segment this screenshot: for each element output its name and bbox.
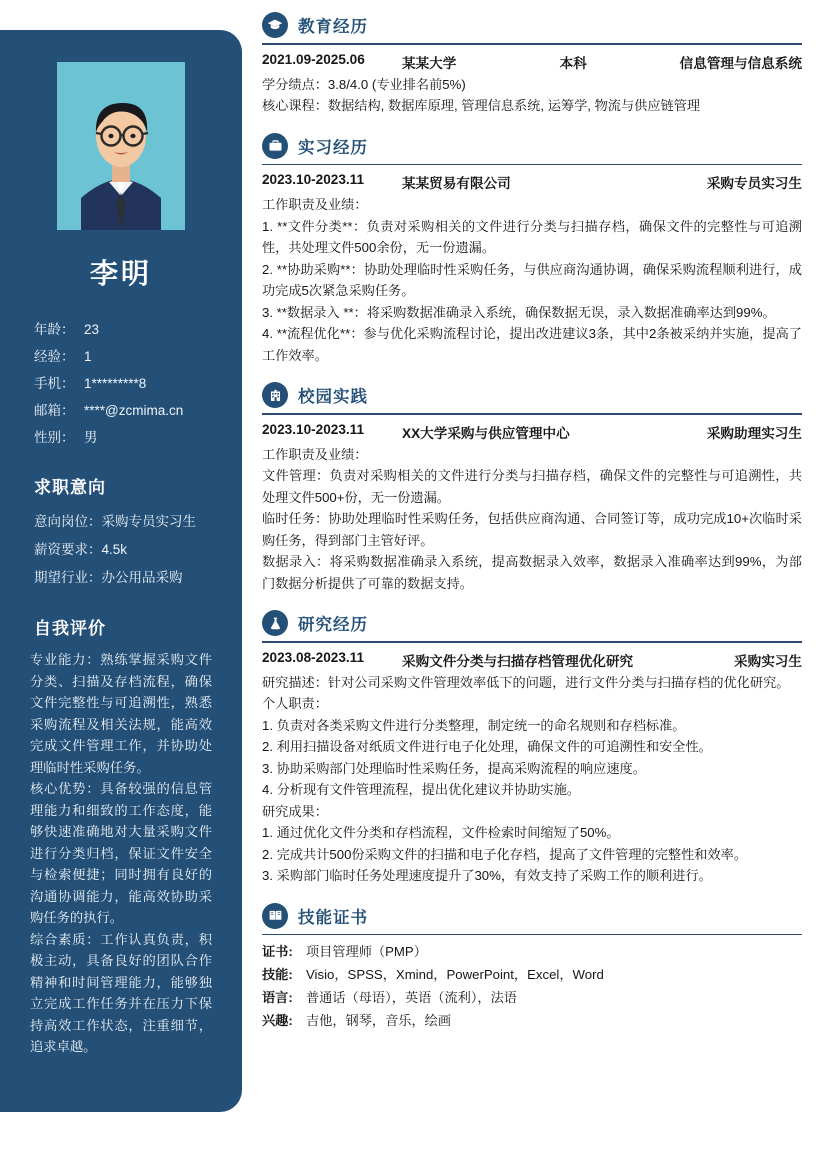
- research-line-7: 1. 通过优化文件分类和存档流程，文件检索时间缩短了50%。: [262, 825, 620, 840]
- contact-value-gender: 男: [84, 430, 98, 445]
- internship-line-0: 工作职责及业绩：: [262, 197, 368, 212]
- campus-date: 2023.10-2023.11: [262, 421, 365, 437]
- section-skills: [262, 891, 802, 1033]
- section-research: [262, 598, 802, 887]
- open-book-icon: [262, 903, 288, 929]
- avatar-photo-icon: [57, 62, 185, 230]
- skills-key-languages: 语言:: [262, 990, 293, 1005]
- self-evaluation-body: [30, 649, 212, 1058]
- campus-line-2: 临时任务：协助处理临时性采购任务，包括供应商沟通、合同签订等，成功完成10+次临时采购任务，得到部门主管好评。: [262, 511, 802, 548]
- self-evaluation-paragraph-3: 综合素质：工作认真负责，积极主动，具备良好的团队合作精神和时间管理能力，能够独立完成工作任务并在压力下保持高效工作状态，注重细节，追求卓越。: [30, 931, 212, 1054]
- job-intent-salary: 薪资要求：4.5k: [34, 542, 128, 557]
- briefcase-icon: [262, 133, 288, 159]
- campus-entry-line: [262, 420, 802, 444]
- skills-key-skills: 技能:: [262, 967, 293, 982]
- section-campus-practice: [262, 370, 802, 594]
- campus-title: 校园实践: [298, 388, 368, 406]
- internship-entry-line: [262, 170, 802, 194]
- section-internship: [262, 121, 802, 367]
- education-major: 信息管理与信息系统: [679, 55, 802, 71]
- self-evaluation-paragraph-1: 专业能力：熟练掌握采购文件分类、扫描及存档流程，确保文件完整性与可追溯性，熟悉采购流程及相关法规，能高效完成文件管理工作，并协助处理临时性采购任务。: [30, 652, 212, 775]
- profile-name: 李明: [89, 258, 152, 289]
- education-entry-line: [262, 50, 802, 74]
- graduation-cap-icon: [262, 12, 288, 38]
- skills-value-skills: Visio，SPSS，Xmind，PowerPoint，Excel，Word: [306, 967, 604, 982]
- contact-value-experience: 1: [84, 349, 92, 364]
- skills-row-languages: [262, 986, 802, 1009]
- internship-role: 采购专员实习生: [706, 176, 802, 191]
- campus-header: [262, 370, 802, 408]
- skills-value-certificate: 项目管理师（PMP）: [306, 944, 427, 959]
- campus-entry: [262, 415, 802, 595]
- avatar: [57, 62, 185, 230]
- skills-key-certificate: 证书:: [262, 944, 293, 959]
- contact-value-age: 23: [84, 322, 100, 337]
- contact-row-phone: [34, 370, 242, 397]
- main-column: [262, 0, 802, 1036]
- job-intent-list: [34, 508, 242, 592]
- research-header: [262, 598, 802, 636]
- self-evaluation-paragraph-2: 核心优势：具备较强的信息管理能力和细致的工作态度，能够快速准确地对大量采购文件进行分类归档，保证文件安全与检索便捷；同时拥有良好的沟通协调能力，能高效协助采购任务的执行。: [30, 781, 212, 925]
- skills-row-skills: [262, 963, 802, 986]
- flask-icon: [262, 610, 288, 636]
- internship-line-1: 1. **文件分类**：负责对采购相关的文件进行分类与扫描存档，确保文件的完整性与可追溯性，共处理文件500余份，无一份遗漏。: [262, 218, 802, 255]
- internship-entry: [262, 165, 802, 366]
- contact-row-email: [34, 397, 242, 424]
- campus-line-0: 工作职责及业绩：: [262, 446, 368, 462]
- skills-header: [262, 891, 802, 929]
- internship-line-2: 2. **协助采购**：协助处理临时性采购任务，与供应商沟通协调，确保采购流程顺利进行，成功完成5次紧急采购任务。: [262, 261, 802, 298]
- education-courses: 核心课程：数据结构, 数据库原理, 管理信息系统, 运筹学, 物流与供应链管理: [262, 98, 701, 113]
- section-education: [262, 0, 802, 117]
- contact-value-email: ****@zcmima.cn: [84, 403, 184, 418]
- contact-row-experience: [34, 343, 242, 370]
- skills-entry: [262, 935, 802, 1032]
- internship-line-3: 3. **数据录入 **：将采购数据准确录入系统，确保数据无误，录入数据准确率达到99%。: [262, 304, 776, 320]
- contact-label-gender: 性别：: [34, 430, 75, 445]
- contact-value-phone: 1*********8: [84, 376, 147, 391]
- research-date: 2023.08-2023.11: [262, 649, 365, 665]
- self-evaluation-heading: 自我评价: [34, 619, 106, 638]
- research-line-6: 研究成果：: [262, 803, 328, 819]
- contact-label-phone: 手机：: [34, 376, 75, 391]
- job-intent-heading: 求职意向: [34, 478, 106, 497]
- education-date: 2021.09-2025.06: [262, 51, 365, 67]
- internship-line-4: 4. **流程优化**：参与优化采购流程讨论，提出改进建议3条，其中2条被采纳并实施，提高了工作效率。: [262, 326, 802, 363]
- skills-value-interests: 吉他，钢琴，音乐，绘画: [306, 1013, 452, 1028]
- contact-list: [34, 316, 242, 451]
- research-line-3: 2. 利用扫描设备对纸质文件进行电子化处理，确保文件的可追溯性和安全性。: [262, 739, 712, 754]
- internship-company: 某某贸易有限公司: [402, 176, 511, 191]
- skills-row-certificate: [262, 940, 802, 963]
- internship-header: [262, 121, 802, 159]
- research-topic: 采购文件分类与扫描存档管理优化研究: [402, 653, 634, 669]
- job-intent-position: 意向岗位：采购专员实习生: [34, 514, 196, 529]
- campus-line-1: 文件管理：负责对采购相关的文件进行分类与扫描存档，确保文件的完整性与可追溯性，共处理文件500+份，无一份遗漏。: [262, 468, 802, 505]
- research-line-9: 3. 采购部门临时任务处理速度提升了30%，有效支持了采购工作的顺利进行。: [262, 868, 712, 883]
- campus-line-3: 数据录入：将采购数据准确录入系统，提高数据录入效率，数据录入准确率达到99%，为部门数据分析提供了可靠的数据支持。: [262, 554, 802, 591]
- internship-date: 2023.10-2023.11: [262, 172, 365, 187]
- research-title: 研究经历: [298, 616, 368, 634]
- contact-label-experience: 经验：: [34, 349, 75, 364]
- research-line-5: 4. 分析现有文件管理流程，提出优化建议并协助实施。: [262, 782, 580, 797]
- education-entry: [262, 45, 802, 117]
- sidebar: [0, 30, 242, 1112]
- contact-row-age: [34, 316, 242, 343]
- school-building-icon: [262, 382, 288, 408]
- contact-label-email: 邮箱：: [34, 403, 75, 418]
- contact-label-age: 年龄：: [34, 322, 75, 337]
- research-entry: [262, 643, 802, 887]
- job-intent-industry: 期望行业：办公用品采购: [34, 570, 183, 585]
- research-role: 采购实习生: [734, 653, 802, 669]
- campus-org: XX大学采购与供应管理中心: [402, 425, 570, 441]
- research-line-2: 1. 负责对各类采购文件进行分类整理，制定统一的命名规则和存档标准。: [262, 717, 686, 733]
- skills-key-interests: 兴趣:: [262, 1013, 293, 1028]
- internship-title: 实习经历: [298, 138, 368, 157]
- research-line-8: 2. 完成共计500份采购文件的扫描和电子化存档，提高了文件管理的完整性和效率。: [262, 846, 748, 862]
- education-title: 教育经历: [298, 18, 368, 36]
- education-header: [262, 0, 802, 38]
- education-gpa: 学分绩点：3.8/4.0 (专业排名前5%): [262, 76, 466, 92]
- contact-row-gender: [34, 424, 242, 451]
- campus-role: 采购助理实习生: [706, 425, 802, 441]
- research-line-4: 3. 协助采购部门处理临时性采购任务，提高采购流程的响应速度。: [262, 760, 646, 776]
- research-entry-line: [262, 648, 802, 672]
- education-school: 某某大学: [402, 55, 457, 71]
- skills-row-interests: [262, 1009, 802, 1032]
- education-degree: 本科: [559, 55, 587, 71]
- skills-value-languages: 普通话（母语），英语（流利），法语: [306, 990, 517, 1005]
- research-line-0: 研究描述：针对公司采购文件管理效率低下的问题，进行文件分类与扫描存档的优化研究。: [262, 674, 790, 690]
- research-line-1: 个人职责：: [262, 696, 328, 711]
- skills-title: 技能证书: [298, 908, 368, 927]
